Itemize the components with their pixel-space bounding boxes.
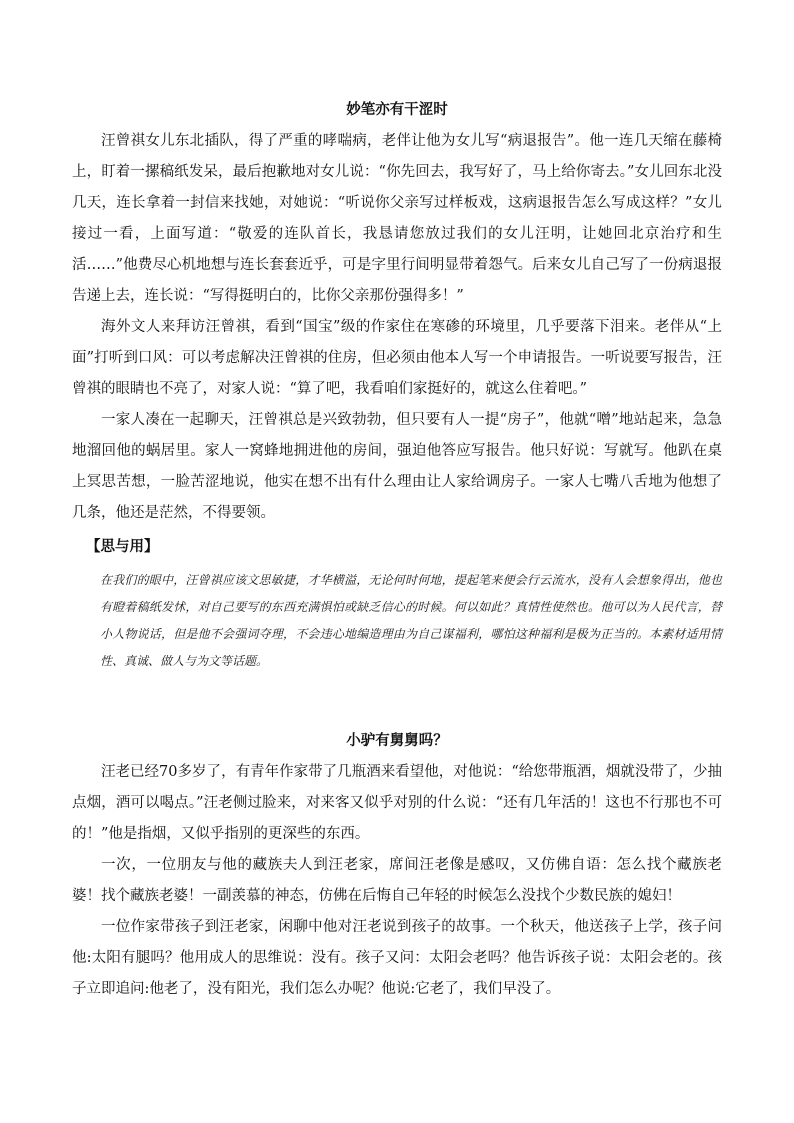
- section-title: 妙笔亦有干涩时: [346, 101, 448, 118]
- section-divider-space: [72, 675, 722, 727]
- body-paragraph: 一位作家带孩子到汪老家，闲聊中他对汪老说到孩子的故事。一个秋天，他送孩子上学，孩子问他:太阳有腿吗？他用成人的思维说：没有。孩子又问：太阳会老吗？他告诉孩子说：太阳会老的。孩子立即追问:他老了，没有阳光，我们怎么办呢？他说:它老了，我们早没了。: [72, 919, 722, 997]
- body-paragraph: 一家人凑在一起聊天，汪曾祺总是兴致勃勃，但只要有人一提“房子”，他就“噌”地站起来，急急地溜回他的蜗居里。家人一窝蜂地拥进他的房间，强迫他答应写报告。他只好说：写就写。他趴在桌上冥思苦想，一脸苦涩地说，他实在想不出有什么理由让人家给调房子。一家人七嘴八舌地为他想了几条，他还是茫然，不得要领。: [72, 412, 722, 521]
- section-title: 小驴有舅舅吗？: [346, 732, 448, 749]
- body-paragraph: 汪老已经70多岁了，有青年作家带了几瓶酒来看望他，对他说：“给您带瓶酒，烟就没带了，少抽点烟，酒可以喝点。”汪老侧过脸来，对来客又似乎对别的什么说：“还有几年活的！这也不行那也不可的！”他是指烟，又似乎指别的更深些的东西。: [72, 764, 722, 842]
- body-paragraph: 一次，一位朋友与他的藏族夫人到汪老家，席间汪老像是感叹，又仿佛自语：怎么找个藏族老婆！找个藏族老婆！一副羡慕的神态，仿佛在后悔自己年轻的时候怎么没找个少数民族的媳妇！: [72, 857, 722, 904]
- reflection-heading: 【思与用】: [86, 538, 159, 555]
- body-paragraph: 汪曾祺女儿东北插队，得了严重的哮喘病，老伴让他为女儿写“病退报告”。他一连几天缩在藤椅上，盯着一摞稿纸发呆，最后抱歉地对女儿说：“你先回去，我写好了，马上给你寄去。”女儿回东北没几天，连长拿着一封信来找她，对她说：“听说你父亲写过样板戏，这病退报告怎么写成这样？”女儿接过一看，上面写道：“敬爱的连队首长，我恳请您放过我们的女儿汪明，让她回北京治疗和生活……”他费尽心机地想与连长套套近乎，可是字里行间明显带着怨气。后来女儿自己写了一份病退报告递上去，连长说：“写得挺明白的，比你父亲那份强得多！”: [72, 133, 722, 304]
- article-section-2: [72, 727, 722, 1005]
- reflection-commentary: 在我们的眼中，汪曾祺应该文思敏捷，才华横溢，无论何时何地，提起笔来便会行云流水，没有人会想象得出，他也有瞪着稿纸发怵，对自己要写的东西充满惧怕或缺乏信心的时候。何以如此？真情性使然也。他可以为人民代言，替小人物说话，但是他不会强词夺理，不会违心地编造理由为自己谋福利，哪怕这种福利是极为正当的。本素材适用情性、真诚、做人与为文等话题。: [100, 573, 722, 668]
- body-paragraph: 海外文人来拜访汪曾祺，看到“国宝”级的作家住在寒碜的环境里，几乎要落下泪来。老伴从“上面”打听到口风：可以考虑解决汪曾祺的住房，但必须由他本人写一个申请报告。一听说要写报告，汪曾祺的眼睛也不亮了，对家人说：“算了吧，我看咱们家挺好的，就这么住着吧。”: [72, 319, 722, 397]
- article-section-1: [72, 96, 722, 675]
- document-body: [72, 96, 722, 1005]
